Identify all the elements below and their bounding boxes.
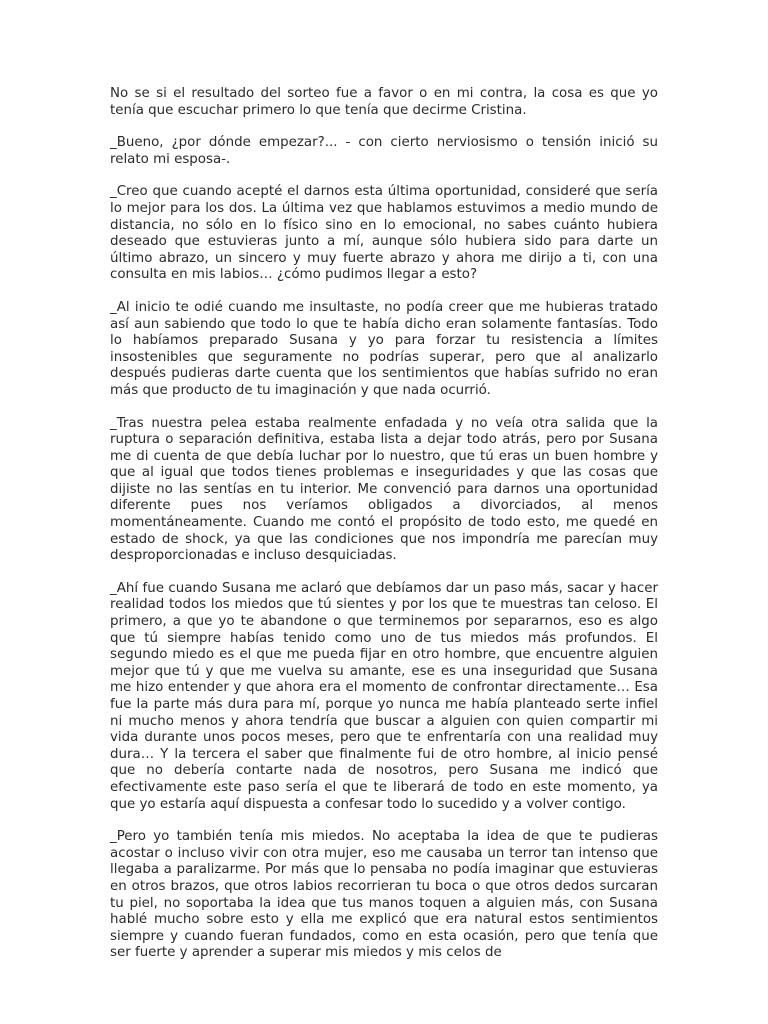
paragraph-5: _Tras nuestra pelea estaba realmente enfadada y no veía otra salida que la ruptura o separación definitiva, estaba lista a dejar todo atrás, pero por Susana me di cuenta de que debía luchar por lo nuestro, que tú eras un buen hombre y que al igual que todos tienes problemas e inseguridades y que las cosas que dijiste no las sentías en tu interior. Me convenció para darnos una oportunidad diferente pues nos veríamos obligados a divorciados, al menos momentáneamente. Cuando me contó el propósito de todo esto, me quedé en estado de shock, ya que las condiciones que nos impondría me parecían muy desproporcionadas e incluso desquiciadas. <box>110 415 658 564</box>
paragraph-1: No se si el resultado del sorteo fue a favor o en mi contra, la cosa es que yo tenía que escuchar primero lo que tenía que decirme Cristina. <box>110 86 658 118</box>
paragraph-4: _Al inicio te odié cuando me insultaste, no podía creer que me hubieras tratado así aun sabiendo que todo lo que te había dicho eran solamente fantasías. Todo lo habíamos preparado Susana y yo para forzar tu resistencia a límites insostenibles que seguramente no podrías superar, pero que al analizarlo después pudieras darte cuenta que los sentimientos que habías sufrido no eran más que producto de tu imaginación y que nada ocurrió. <box>110 299 658 398</box>
paragraph-3: _Creo que cuando acepté el darnos esta última oportunidad, consideré que sería lo mejor para los dos. La última vez que hablamos estuvimos a medio mundo de distancia, no sólo en lo físico sino en lo emocional, no sabes cuánto hubiera deseado que estuvieras junto a mí, aunque sólo hubiera sido para darte un último abrazo, un sincero y muy fuerte abrazo y ahora me dirijo a ti, con una consulta en mis labios… ¿cómo pudimos llegar a esto? <box>110 184 658 283</box>
paragraph-2: _Bueno, ¿por dónde empezar?... - con cierto nerviosismo o tensión inició su relato mi esposa-. <box>110 135 658 167</box>
paragraph-6: _Ahí fue cuando Susana me aclaró que debíamos dar un paso más, sacar y hacer realidad todos los miedos que tú sientes y por los que te muestras tan celoso. El primero, a que yo te abandone o que terminemos por separarnos, eso es algo que tú siempre habías tenido como uno de tus miedos más profundos. El segundo miedo es el que me pueda fijar en otro hombre, que encuentre alguien mejor que tú y que me vuelva su amante, ese es una inseguridad que Susana me hizo entender y que ahora era el momento de confrontar directamente… Esa fue la parte más dura para mí, porque yo nunca me había planteado serte infiel ni mucho menos y ahora tendría que buscar a alguien con quien compartir mi vida durante unos pocos meses, pero que te enfrentaría con una realidad muy dura… Y la tercera el saber que finalmente fui de otro hombre, al inicio pensé que no debería contarte nada de nosotros, pero Susana me indicó que efectivamente este paso sería el que te liberará de todo en este momento, ya que yo estaría aquí dispuesta a confesar todo lo sucedido y a volver contigo. <box>110 580 658 812</box>
document-page <box>110 86 658 978</box>
paragraph-7: _Pero yo también tenía mis miedos. No aceptaba la idea de que te pudieras acostar o incluso vivir con otra mujer, eso me causaba un terror tan intenso que llegaba a paralizarme. Por más que lo pensaba no podía imaginar que estuvieras en otros brazos, que otros labios recorrieran tu boca o que otros dedos surcaran tu piel, no soportaba la idea que tus manos toquen a alguien más, con Susana hablé mucho sobre esto y ella me explicó que era natural estos sentimientos siempre y cuando fueran fundados, como en esta ocasión, pero que tenía que ser fuerte y aprender a superar mis miedos y mis celos de <box>110 829 658 961</box>
